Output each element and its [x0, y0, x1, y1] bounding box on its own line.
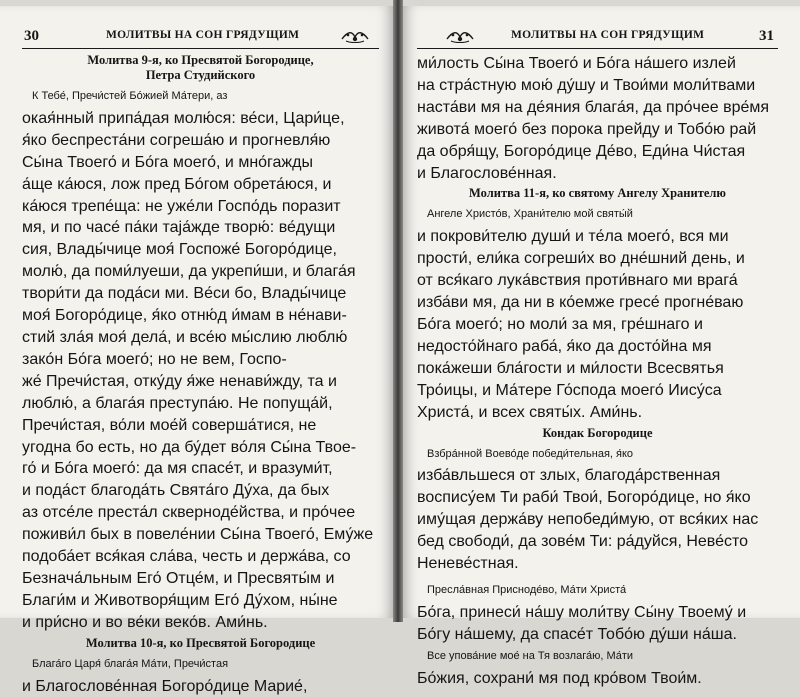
text-line: от вся́каго лука́вствия проти́внаго ми врага́ — [417, 272, 738, 290]
kontakion-text — [417, 444, 778, 575]
text-line: же́ Пречи́стая, отку́ду я́же ненави́жду, та и — [22, 372, 337, 390]
right-running-head — [417, 26, 778, 49]
text-line: Неневе́стная. — [417, 555, 519, 573]
text-line: Все упова́ние мое́ на Тя возлага́ю, Ма́ти — [427, 649, 634, 662]
text-line: ми́лость Сы́на Твоего́ и Бо́га на́шего излей — [417, 55, 736, 72]
text-line: Бо́жия, сохрани́ мя под кро́вом Твои́м. — [417, 669, 702, 687]
text-line: зако́н Бо́га моего́; но не вем, Госпо- — [22, 350, 287, 368]
heading-line: Молитва 9-я, ко Пресвятой Богородице, — [87, 53, 314, 67]
text-line: молю́, да поми́луеши, да укрепи́ши, и блага́я — [22, 263, 356, 281]
prayer-9-text — [22, 86, 379, 634]
text-line: а́ще ка́юся, лож пред Бо́гом обрета́юся, и — [22, 175, 332, 193]
text-line: недосто́йнаго раба́, я́ко да досто́йна мя — [417, 337, 712, 355]
text-line: К Тебе́, Пречи́стей Бо́жией Ма́тери, аз — [32, 90, 228, 102]
verse-2-text — [417, 646, 778, 690]
text-line: Ангеле Христо́в, Храни́телю мой святы́й — [427, 208, 633, 221]
text-line: Взбра́нной Воево́де победи́тельная, я́ко — [427, 447, 634, 460]
text-line: Бо́га моего́; но моли́ за мя, гре́шнаго и — [417, 315, 703, 333]
text-line: окая́нный припа́дая молю́ся: ве́си, Цари́це, — [22, 109, 345, 127]
text-line: да обря́щу, Богоро́дице Де́во, Еди́на Чи́стая — [417, 142, 746, 160]
left-running-head — [22, 26, 379, 49]
text-line: наста́ви мя на де́яния блага́я, да про́чее вре́мя — [417, 98, 770, 116]
text-line: изба́вльшеся от злых, благода́рственная — [417, 467, 721, 485]
text-line: я́ко беспреста́ни согреша́ю и прогневля́ю — [22, 131, 331, 149]
text-line: сия, Влады́чице моя́ Госпоже́ Богоро́дице, — [22, 241, 337, 259]
text-line: Пречи́стая, во́ли мое́й соверша́тися, не — [22, 416, 317, 434]
text-line: Сы́на Твоего́ и Бо́га моего́, и мно́гажды — [22, 153, 313, 171]
text-line: подоба́ет вся́кая сла́ва, честь и держа́ва, со — [22, 548, 351, 566]
book-gutter — [393, 0, 403, 622]
text-line: Безнача́льным Его́ Отце́м, и Пресвяты́м и — [22, 569, 335, 587]
text-line: Пресла́вная Приснодéво, Ма́ти Христа́ — [427, 583, 627, 596]
text-line: на стра́стную мою́ ду́шу и Твои́ми моли́твами — [417, 76, 756, 94]
text-line: живота́ моего́ без порока прейду и Тобо́ю рай — [417, 120, 757, 138]
text-line: Христа́, и всех святы́х. Ами́нь. — [417, 403, 643, 421]
text-line: мя, и по часе́ па́ки таја́жде творю́: ве́дущи — [22, 219, 336, 237]
text-line: Тро́ицы, и Ма́тере Го́спода моего́ Иису́са — [417, 381, 722, 399]
text-line: ка́юся трепе́ща: не уже́ли Госпо́дь поразит — [22, 197, 341, 215]
right-page — [403, 6, 800, 687]
floral-ornament-icon — [340, 27, 370, 45]
heading-line: Петра Студийского — [145, 68, 256, 82]
right-page-number: 31 — [759, 28, 774, 44]
text-line: и при́сно и во ве́ки веко́в. Ами́нь. — [22, 613, 268, 631]
verse-1-text — [417, 580, 778, 646]
text-line: люблю́, а блага́я преступа́ю. Не попуща́й, — [22, 394, 333, 412]
kontakion-heading: Кондак Богородице — [542, 425, 653, 440]
text-line: стий зла́я моя́ дела́, и все́ю мы́слию люблю́ — [22, 328, 348, 346]
left-page-number: 30 — [24, 28, 39, 44]
text-line: Блага́го Царя́ блага́я Ма́ти, Пречи́стая — [32, 657, 229, 670]
text-line: воспису́ем Ти раби́ Твои́, Богоро́дице, но я́ко — [417, 489, 751, 507]
prayer-9-heading — [22, 53, 379, 83]
text-line: угодна бо есть, но да бу́дет во́ля Сы́на Твое- — [22, 438, 357, 456]
text-line: прости́, ели́ка согреши́х во дне́шний день, и — [417, 250, 745, 268]
left-page — [0, 6, 393, 695]
left-running-title: МОЛИТВЫ НА СОН ГРЯДУЩИМ — [106, 29, 300, 41]
prayer-11-text — [417, 204, 778, 423]
floral-ornament-icon — [445, 27, 475, 45]
text-line: твори́ти да пода́си ми. Ве́си бо, Влады́чице — [22, 285, 347, 303]
text-line: поживи́л бых в повеле́нии Сы́на Твоего́, Ему́же — [22, 526, 374, 544]
text-line: изба́ви мя, да ни в ко́емже гресе́ прогне́ваю — [417, 294, 744, 312]
text-line: Бо́гу на́шему, да спасе́т Тобо́ю ду́ши на́ша. — [417, 625, 737, 643]
text-line: Бо́га, принеси́ на́шу моли́тву Сы́ну Твоему́ и — [417, 603, 747, 621]
prayer-10-continuation — [417, 53, 778, 184]
text-line: Благи́м и Животворя́щим Его́ Ду́хом, ны́не — [22, 591, 338, 609]
text-line: и Благослове́нная. — [417, 164, 557, 182]
text-line: иму́щая держа́ву непобеди́мую, от вся́ких нас — [417, 511, 759, 529]
text-line: бед свободи́, да зове́м Ти: ра́дуйся, Неве́сто — [417, 533, 749, 551]
prayer-10-heading: Молитва 10-я, ко Пресвятой Богородице — [85, 635, 316, 650]
text-line: пока́жеши бла́гости и ми́лости Всесвятья — [417, 359, 724, 377]
text-line: и покрови́телю души́ и те́ла моего́, вся ми — [417, 228, 729, 246]
text-line: го́ и Бо́га моего́: да мя спасе́т, и вразуми́т, — [22, 460, 333, 478]
prayer-11-heading: Молитва 11-я, ко святому Ангелу Хранителю — [469, 186, 726, 201]
text-line: моя́ Богоро́дице, я́ко отню́д и́мам в не́нави- — [22, 307, 347, 325]
text-line: аз отсе́ле преста́л скверноде́йства, и про́чее — [22, 504, 356, 522]
prayer-10-text — [22, 654, 379, 697]
right-running-title: МОЛИТВЫ НА СОН ГРЯДУЩИМ — [511, 29, 705, 41]
text-line: и Благослове́нная Богоро́дице Марие́, — [22, 677, 308, 695]
text-line: и пода́ст благода́ть Свята́го Ду́ха, да бых — [22, 482, 330, 500]
